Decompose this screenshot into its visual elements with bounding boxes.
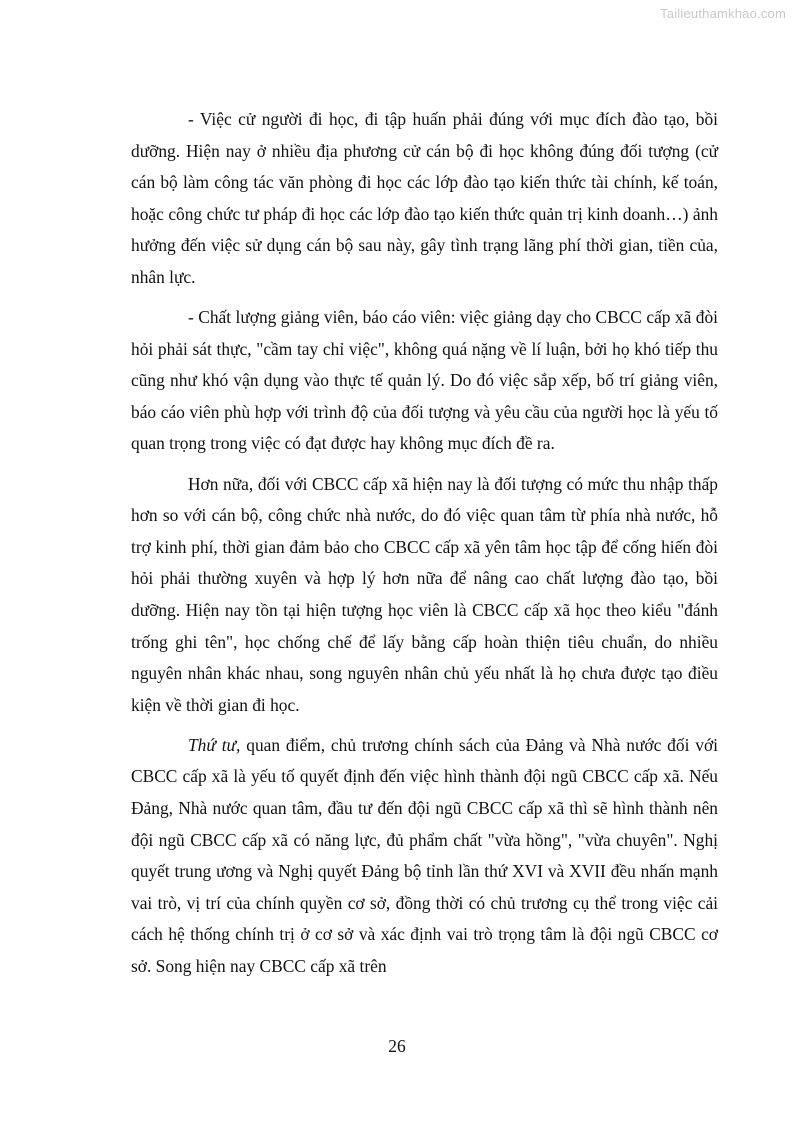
watermark-text: Tailieuthamkhao.com <box>660 6 786 21</box>
paragraph-3-text: Hơn nữa, đối với CBCC cấp xã hiện nay là đối tượng có mức thu nhập thấp hơn so với cán bộ, công chức nhà nước, do đó việc quan tâm từ phía nhà nước, hỗ trợ kinh phí, thời gian đảm bảo cho CBCC cấp xã yên tâm học tập để cống hiến đòi hỏi phải thường xuyên và hợp lý hơn nữa để nâng cao chất lượng đào tạo, bồi dưỡng. Hiện nay tồn tại hiện tượng học viên là CBCC cấp xã học theo kiểu "đánh trống ghi tên", học chống chế để lấy bằng cấp hoàn thiện tiêu chuẩn, do nhiều nguyên nhân khác nhau, song nguyên nhân chủ yếu nhất là họ chưa được tạo điều kiện về thời gian đi học. <box>131 473 718 715</box>
paragraph-4-text: quan điểm, chủ trương chính sách của Đảng và Nhà nước đối với CBCC cấp xã là yếu tố quyết định đến việc hình thành đội ngũ CBCC cấp xã. Nếu Đảng, Nhà nước quan tâm, đầu tư đến đội ngũ CBCC cấp xã thì sẽ hình thành nên đội ngũ CBCC cấp xã có năng lực, đủ phẩm chất "vừa hồng", "vừa chuyên". Nghị quyết trung ương và Nghị quyết Đảng bộ tỉnh lần thứ XVI và XVII đều nhấn mạnh vai trò, vị trí của chính quyền cơ sở, đồng thời có chủ trương cụ thể trong việc cải cách hệ thống chính trị ở cơ sở và xác định vai trò trọng tâm là đội ngũ CBCC cơ sở. Song hiện nay CBCC cấp xã trên <box>131 734 718 976</box>
document-body <box>131 104 718 991</box>
paragraph-1-text: - Việc cử người đi học, đi tập huấn phải đúng với mục đích đào tạo, bồi dưỡng. Hiện nay ở nhiều địa phương cử cán bộ đi học không đúng đối tượng (cử cán bộ làm công tác văn phòng đi học các lớp đào tạo kiến thức tài chính, kế toán, hoặc công chức tư pháp đi học các lớp đào tạo kiến thức quản trị kinh doanh…) ảnh hưởng đến việc sử dụng cán bộ sau này, gây tình trạng lãng phí thời gian, tiền của, nhân lực. <box>131 109 718 287</box>
paragraph-4 <box>131 730 718 983</box>
paragraph-4-lead-italic: Thứ tư, <box>188 734 241 755</box>
paragraph-2-text: - Chất lượng giảng viên, báo cáo viên: việc giảng dạy cho CBCC cấp xã đòi hỏi phải sát thực, "cầm tay chỉ việc", không quá nặng về lí luận, bởi họ khó tiếp thu cũng như khó vận dụng vào thực tế quản lý. Do đó việc sắp xếp, bố trí giảng viên, báo cáo viên phù hợp với trình độ của đối tượng và yêu cầu của người học là yếu tố quan trọng trong việc có đạt được hay không mục đích đề ra. <box>131 307 718 454</box>
paragraph-1 <box>131 104 718 294</box>
paragraph-3 <box>131 469 718 722</box>
paragraph-2 <box>131 302 718 460</box>
page-number: 26 <box>388 1036 406 1056</box>
